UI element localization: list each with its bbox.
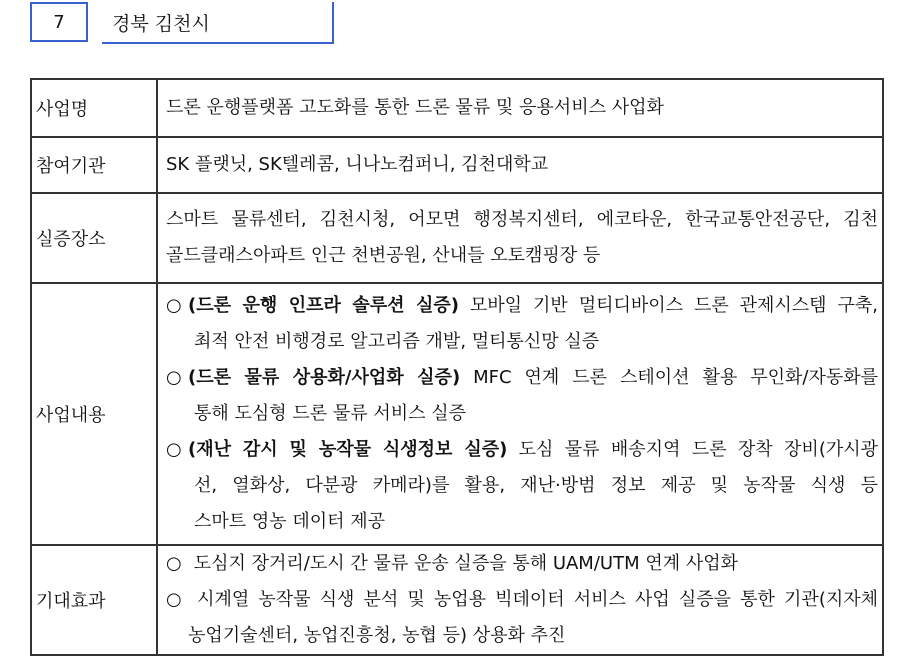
effect-item-text: 도심지 장거리/도시 간 물류 운송 실증을 통해 UAM/UTM 연계 사업화 [188,553,738,574]
content-item-continuation: 선, 열화상, 다분광 카메라)를 활용, 재난·방범 정보 제공 및 농작물 식생 등 [194,475,878,496]
circle-bullet-icon: ○ [166,589,182,610]
effect-item-line [166,582,878,618]
circle-bullet-icon: ○ [166,439,182,460]
content-item-text: MFC 연계 드론 스테이션 활용 무인화/자동화를 [460,367,878,388]
effect-item-text: 시계열 농작물 식생 분석 및 농업용 빅데이터 서비스 사업 실증을 통한 기관(지자체 [188,589,878,610]
row-project-name [31,79,883,137]
content-item-heading: (재난 감시 및 농작물 식생정보 실증) [188,439,508,460]
effect-item-line [166,546,878,582]
content-item-heading: (드론 물류 상용화/사업화 실증) [188,367,461,388]
participants-value [157,137,883,193]
region-title: 경북 김천시 [112,12,210,35]
content-value [157,283,883,545]
section-number: 7 [53,11,65,33]
content-item-text: 모바일 기반 멀티디바이스 드론 관제시스템 구축, [458,295,878,316]
effect-item-continuation: 농업기술센터, 농업진흥청, 농협 등) 상용화 추진 [188,625,566,646]
content-item-line [166,360,878,396]
content-item-continuation: 통해 도심형 드론 물류 서비스 실증 [194,403,467,424]
content-item-line [166,288,878,324]
circle-bullet-icon: ○ [166,367,182,388]
section-header [30,2,334,44]
effects-value [157,545,883,655]
content-item-continuation: 스마트 영농 데이터 제공 [194,511,386,532]
effects-label: 기대효과 [31,545,157,655]
region-title-box [102,2,334,44]
content-item-line [166,432,878,468]
content-item-heading: (드론 운행 인프라 솔루션 실증) [188,295,459,316]
content-item-text: 도심 물류 배송지역 드론 장착 장비(가시광 [507,439,878,460]
row-locations [31,193,883,283]
locations-label: 실증장소 [31,193,157,283]
row-effects [31,545,883,655]
locations-line: 골드클래스아파트 인근 천변공원, 산내들 오토캠핑장 등 [166,245,601,266]
row-participants [31,137,883,193]
circle-bullet-icon: ○ [166,553,182,574]
participants-text: SK 플랫닛, SK텔레콤, 니나노컴퍼니, 김천대학교 [166,154,549,175]
participants-label: 참여기관 [31,137,157,193]
content-label: 사업내용 [31,283,157,545]
project-name-value [157,79,883,137]
content-item-continuation: 최적 안전 비행경로 알고리즘 개발, 멀티통신망 실증 [194,331,600,352]
section-number-box [30,2,88,42]
locations-line: 스마트 물류센터, 김천시청, 어모면 행정복지센터, 에코타운, 한국교통안전공단, 김천 [166,209,878,230]
project-info-table [30,78,884,656]
project-name-label: 사업명 [31,79,157,137]
circle-bullet-icon: ○ [166,295,182,316]
locations-value [157,193,883,283]
row-content [31,283,883,545]
project-name-text: 드론 운행플랫폼 고도화를 통한 드론 물류 및 응용서비스 사업화 [166,97,664,118]
